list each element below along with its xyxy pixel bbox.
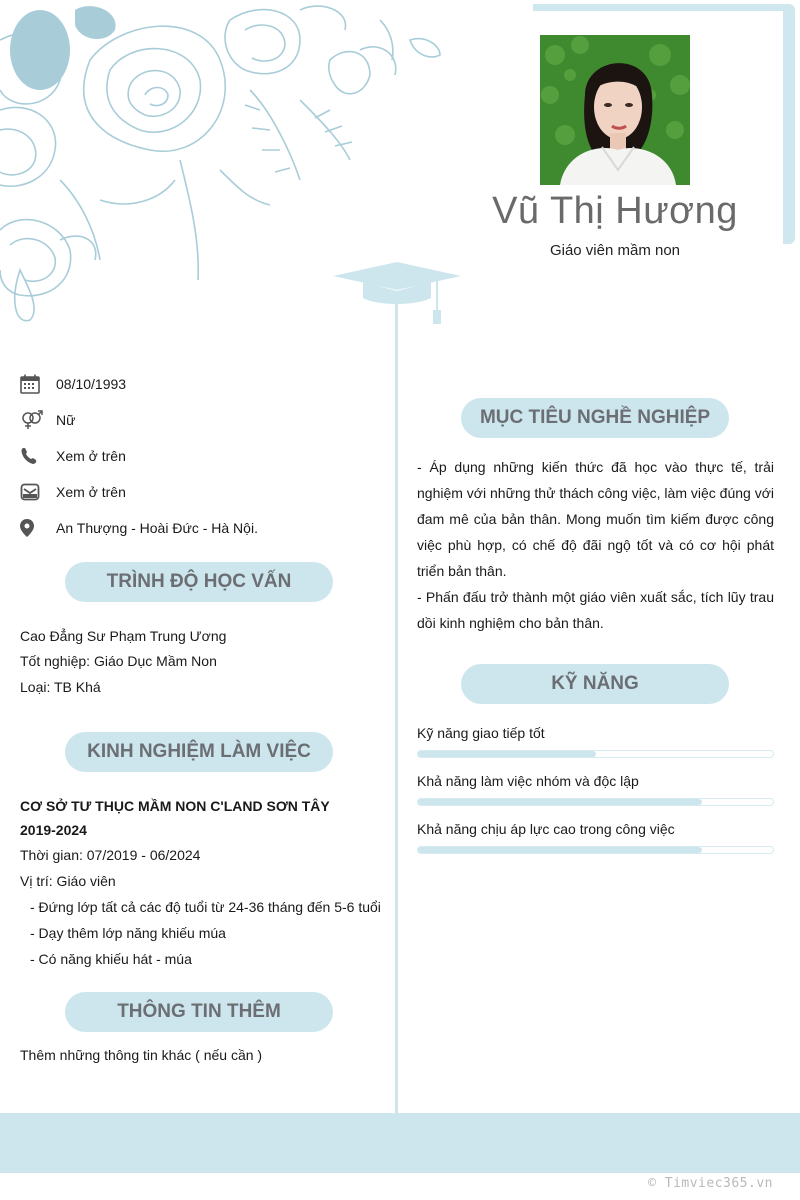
contact-birthday bbox=[20, 372, 390, 396]
skill-label: Khả năng làm việc nhóm và độc lập bbox=[417, 773, 639, 789]
contact-phone bbox=[20, 444, 390, 468]
footer-band bbox=[0, 1113, 800, 1173]
skill-bar-fill bbox=[418, 847, 702, 853]
calendar-icon bbox=[20, 374, 56, 394]
skill-bar-fill bbox=[418, 751, 596, 757]
experience-duty: - Có năng khiếu hát - múa bbox=[30, 951, 192, 967]
experience-years: 2019-2024 bbox=[20, 822, 87, 838]
education-heading: TRÌNH ĐỘ HỌC VẤN bbox=[65, 562, 333, 602]
education-line: Tốt nghiệp: Giáo Dục Mầm Non bbox=[20, 653, 217, 669]
experience-time: Thời gian: 07/2019 - 06/2024 bbox=[20, 847, 201, 863]
objective-paragraph: - Phấn đấu trở thành một giáo viên xuất sắc, tích lũy trau dồi kinh nghiệm cho bản thân. bbox=[417, 589, 774, 631]
skill-bar bbox=[417, 750, 774, 758]
experience-company: CƠ SỞ TƯ THỤC MẦM NON C'LAND SƠN TÂY bbox=[20, 798, 330, 814]
skill-bar bbox=[417, 798, 774, 806]
experience-duty: - Dạy thêm lớp năng khiếu múa bbox=[30, 925, 226, 941]
objective-heading: MỤC TIÊU NGHỀ NGHIỆP bbox=[461, 398, 729, 438]
objective-paragraph: - Áp dụng những kiến thức đã học vào thực tế, trải nghiệm với những thử thách công việc, làm việc đúng với đam mê của bản thân. Mong muốn tìm kiếm được công việc phù hợp, có chế độ đãi ngộ tốt và có cơ hội phát triển bản thân. bbox=[417, 459, 774, 579]
skill-label: Kỹ năng giao tiếp tốt bbox=[417, 725, 545, 741]
contact-value: Nữ bbox=[56, 412, 76, 428]
contact-value: Xem ở trên bbox=[56, 448, 126, 464]
contact-email bbox=[20, 480, 390, 504]
experience-heading: KINH NGHIỆM LÀM VIỆC bbox=[65, 732, 333, 772]
education-line: Cao Đẳng Sư Phạm Trung Ương bbox=[20, 628, 227, 644]
additional-text: Thêm những thông tin khác ( nếu cần ) bbox=[20, 1047, 263, 1063]
experience-role: Vị trí: Giáo viên bbox=[20, 873, 116, 889]
contact-value: An Thượng - Hoài Đức - Hà Nội. bbox=[56, 520, 258, 536]
skills-heading: KỸ NĂNG bbox=[461, 664, 729, 704]
gender-icon bbox=[20, 410, 56, 430]
experience-duty: - Đứng lớp tất cả các độ tuổi từ 24-36 tháng đến 5-6 tuổi bbox=[30, 899, 381, 915]
location-icon bbox=[20, 519, 56, 537]
watermark: © Timviec365.vn bbox=[648, 1176, 773, 1191]
frame-border-top bbox=[533, 4, 788, 11]
email-icon bbox=[20, 483, 56, 501]
skill-bar bbox=[417, 846, 774, 854]
portrait-icon bbox=[540, 35, 690, 185]
column-divider bbox=[395, 300, 398, 1115]
candidate-name: Vũ Thị Hương bbox=[492, 190, 738, 232]
avatar bbox=[540, 35, 690, 185]
education-line: Loại: TB Khá bbox=[20, 679, 101, 695]
additional-heading: THÔNG TIN THÊM bbox=[65, 992, 333, 1032]
candidate-position: Giáo viên mầm non bbox=[549, 242, 681, 259]
contact-value: 08/10/1993 bbox=[56, 376, 127, 392]
phone-icon bbox=[20, 447, 56, 465]
contact-address bbox=[20, 516, 390, 540]
contact-value: Xem ở trên bbox=[56, 484, 126, 500]
skill-label: Khả năng chịu áp lực cao trong công việc bbox=[417, 821, 675, 837]
objective-text bbox=[417, 454, 774, 636]
skill-bar-fill bbox=[418, 799, 702, 805]
contact-gender bbox=[20, 408, 390, 432]
